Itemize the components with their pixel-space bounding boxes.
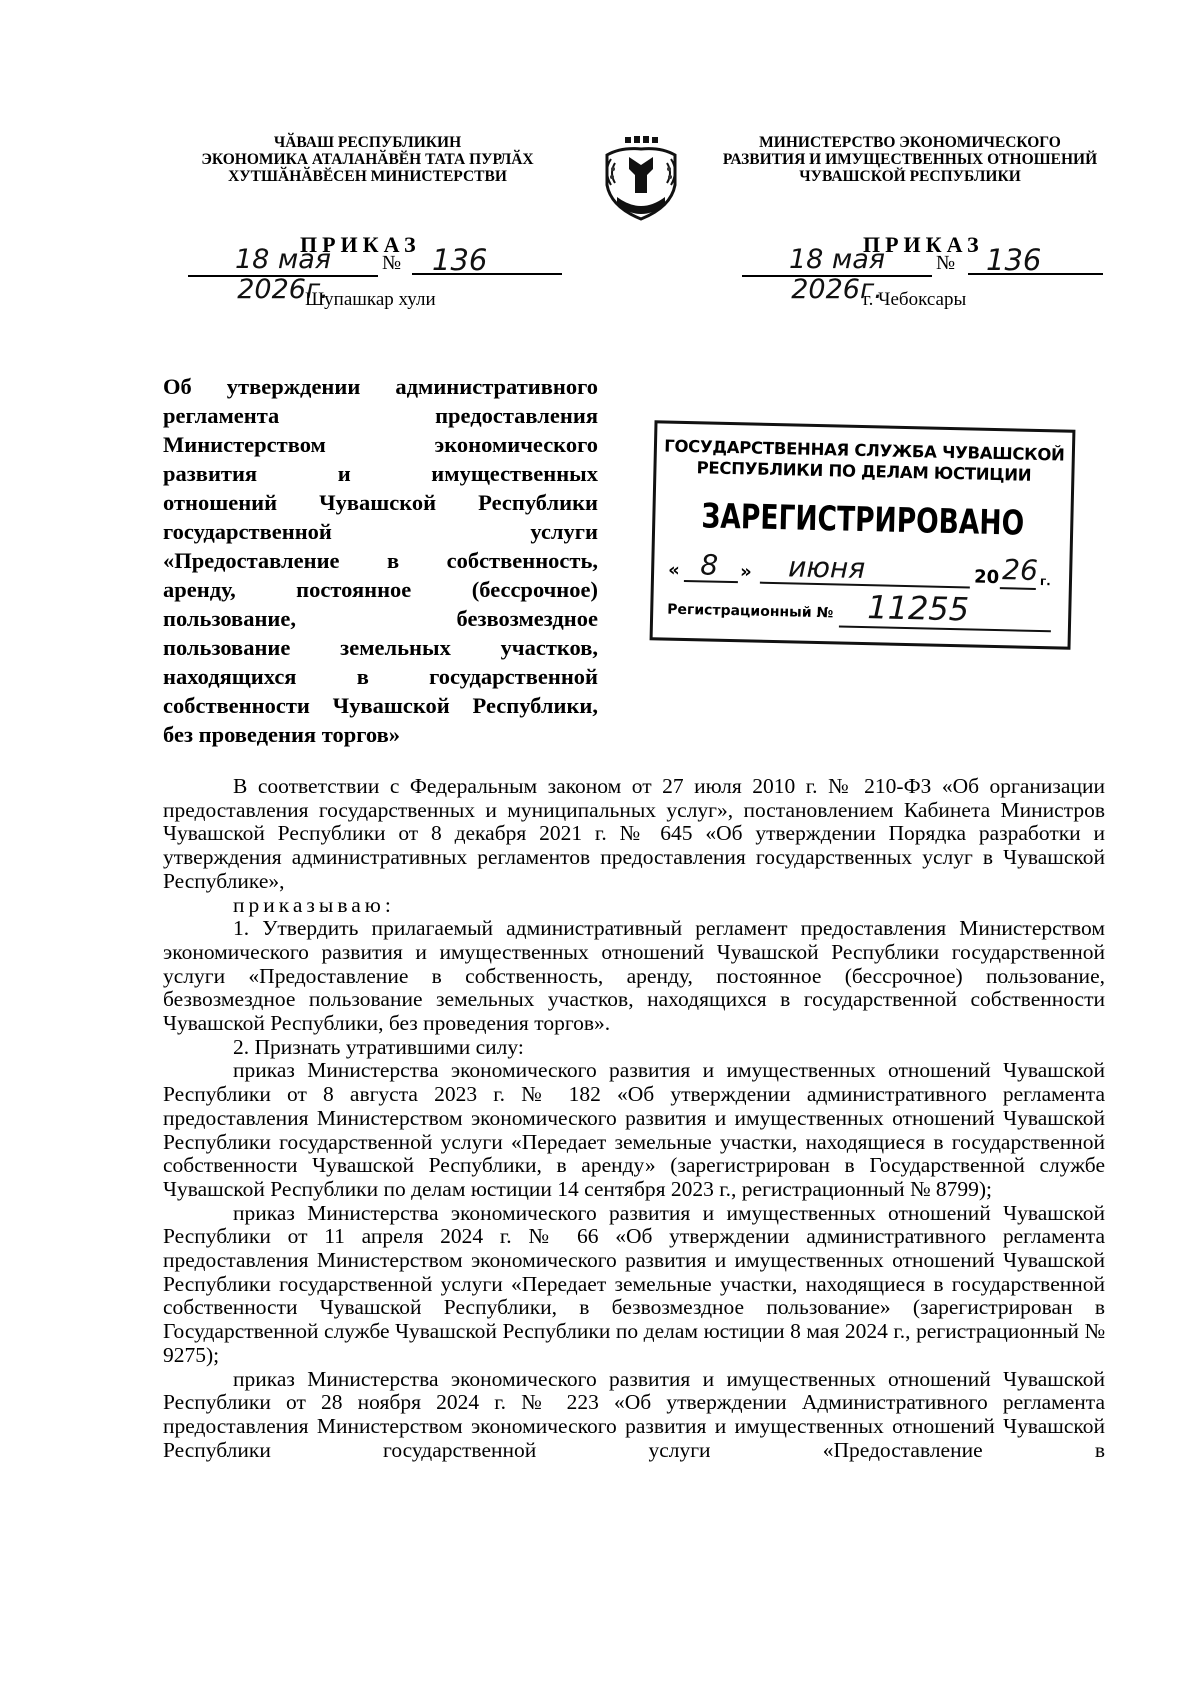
title-line: регламента предоставления [163,403,598,428]
title-line: собственности Чувашской Республики, [163,693,598,718]
order-right-number [968,245,1103,275]
chuvash-emblem-icon [601,135,681,223]
order-right-number-value: 136 [986,243,1042,277]
stamp-year-suffix: 26 [1001,553,1039,587]
body-item-1: 1. Утвердить прилагаемый административный регламент предоставления Министерством экономического развития и имущественных отношений Чувашской Республики государственной услуги «Предоставление в собственность, аренду, постоянное (бессрочное) пользование, безвозмездное пользование земельных участков, находящихся в государственной собственности Чувашской Республики, без проведения торгов». [163,916,1105,1036]
header-right-line-2: РАЗВИТИЯ И ИМУЩЕСТВЕННЫХ ОТНОШЕНИЙ [722,151,1098,168]
stamp-org-line-1: ГОСУДАРСТВЕННАЯ СЛУЖБА ЧУВАШСКОЙ [664,436,1065,465]
stamp-year-prefix: 20 [973,566,1000,589]
order-left-date-value: 18 мая 2026г. [234,244,332,305]
order-right-place: г. Чебоксары [863,289,967,310]
header-left [175,134,560,185]
title-line: без проведения торгов» [163,722,400,747]
title-line: отношений Чувашской Республики [163,490,598,515]
body-intro: В соответствии с Федеральным законом от 27 июля 2010 г. № 210-ФЗ «Об организации предоставления государственных и муниципальных услуг», постановлением Кабинета Министров Чувашской Республики от 8 декабря 2021 г. № 645 «Об утверждении Порядка разработки и утверждения административных регламентов предоставления государственных услуг в Чувашской Республике», [163,774,1105,893]
stamp-reg-row [667,588,1058,635]
stamp-year-g: г. [1039,574,1051,589]
title-line: пользование земельных участков, [163,635,598,660]
body-repealed-order-3: приказ Министерства экономического развития и имущественных отношений Чувашской Республики от 28 ноября 2024 г. № 223 «Об утверждении Административного регламента предоставления Министерством экономического развития и имущественных отношений Чувашской Республики государственной услуги «Предоставление в [163,1366,1105,1462]
title-line: государственной услуги [163,519,598,544]
header-right-line-1: МИНИСТЕРСТВО ЭКОНОМИЧЕСКОГО [759,134,1061,151]
order-left-no-label: № [382,252,402,274]
registration-stamp [650,420,1076,649]
order-left-number [412,245,562,275]
header-right-line-3: ЧУВАШСКОЙ РЕСПУБЛИКИ [799,168,1021,185]
body-repealed-order-2: приказ Министерства экономического развития и имущественных отношений Чувашской Республики от 11 апреля 2024 г. № 66 «Об утверждении административного регламента предоставления Министерством экономического развития и имущественных отношений Чувашской Республики государственной услуги «Передает земельные участки, находящиеся в государственной собственности Чувашской Республики, в безвозмездное пользование» (зарегистрирован в Государственной службе Чувашской Республики по делам юстиции 8 мая 2024 г., регистрационный № 9275); [163,1200,1105,1367]
stamp-org-line-2: РЕСПУБЛИКИ ПО ДЕЛАМ ЮСТИЦИИ [696,458,1032,485]
header-left-line-2: ЭКОНОМИКА АТАЛАНӐВӖН ТАТА ПУРЛӐХ [201,151,534,168]
title-line: аренду, постоянное (бессрочное) [163,577,598,602]
header-left-line-1: ЧӐВАШ РЕСПУБЛИКИН [273,134,462,151]
stamp-month: июня [787,550,866,586]
stamp-status: ЗАРЕГИСТРИРОВАНО [701,496,1025,544]
stamp-reg-number: 11255 [866,588,970,629]
order-right-date-value: 18 мая 2026г. [788,244,886,305]
title-line: «Предоставление в собственность, [163,548,598,573]
title-line: пользование, безвозмездное [163,606,598,631]
body-order-word: приказываю: [233,892,395,917]
body-item-2: 2. Признать утратившими силу: [233,1034,524,1059]
order-left-date [188,244,378,305]
title-line: находящихся в государственной [163,664,598,689]
order-left-place: Шупашкар хули [305,289,436,310]
title-line: Об утверждении административного [163,374,598,399]
body-repealed-order-1: приказ Министерства экономического развития и имущественных отношений Чувашской Республики от 8 августа 2023 г. № 182 «Об утверждении административного регламента предоставления Министерством экономического развития и имущественных отношений Чувашской Республики государственной услуги «Передает земельные участки, находящиеся в государственной собственности Чувашской Республики, в аренду» (зарегистрирован в Государственной службе Чувашской Республики по делам юстиции 14 сентября 2023 г., регистрационный № 8799); [163,1058,1105,1201]
header-right [710,134,1110,185]
order-left-label: ПРИКАЗ [300,232,421,257]
order-right-label: ПРИКАЗ [863,232,984,257]
title-line: развития и имущественных [163,461,598,486]
order-right-no-label: № [936,252,956,274]
document-title [163,372,598,749]
stamp-date-row: « 8 » июня 20 26 г. [667,548,1051,589]
order-left-number-value: 136 [432,243,488,277]
document-body [163,775,1105,1462]
title-line: Министерством экономического [163,432,598,457]
stamp-day: 8 [699,548,719,582]
header-left-line-3: ХУТШӐНӐВӖСЕН МИНИСТЕРСТВИ [228,168,507,185]
stamp-reg-label: Регистрационный № [667,601,834,622]
